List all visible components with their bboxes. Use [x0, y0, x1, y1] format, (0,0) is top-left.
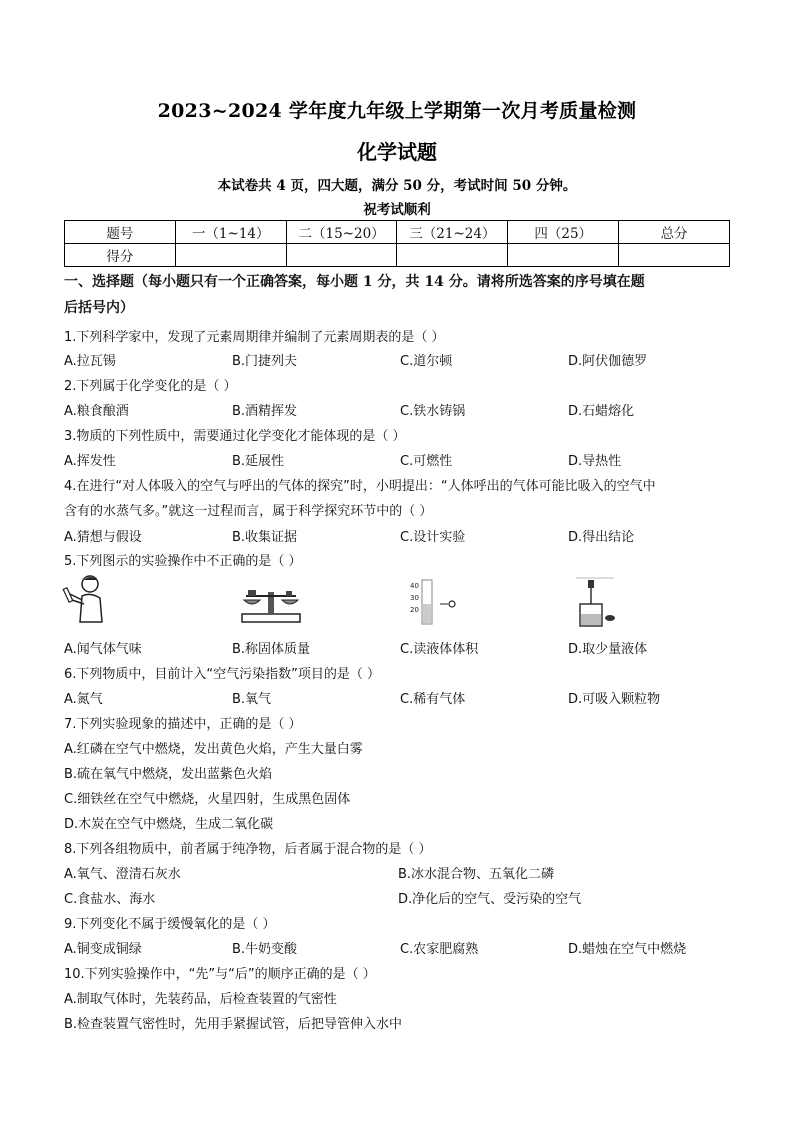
option-a[interactable]: A.粮食酿酒 — [64, 404, 129, 419]
option-c[interactable]: C.可燃性 — [400, 454, 453, 469]
score-header-cell: 一（1~14） — [175, 221, 286, 244]
option-b[interactable]: B.牛奶变酸 — [232, 942, 298, 957]
section1-heading-cont: 后括号内） — [64, 300, 134, 316]
figure-balance — [238, 582, 304, 624]
option-b[interactable]: B.延展性 — [232, 454, 285, 469]
score-table — [64, 220, 730, 267]
question-2-stem: 2.下列属于化学变化的是（ ） — [64, 379, 237, 394]
question-8-stem: 8.下列各组物质中，前者属于纯净物，后者属于混合物的是（ ） — [64, 842, 432, 857]
score-header-cell: 题号 — [65, 221, 176, 244]
question-7-stem: 7.下列实验现象的描述中，正确的是（ ） — [64, 717, 302, 732]
option-b[interactable]: B.酒精挥发 — [232, 404, 298, 419]
option-b[interactable]: B.冰水混合物、五氧化二磷 — [398, 867, 555, 882]
option-c[interactable]: C.设计实验 — [400, 530, 466, 545]
option-a[interactable]: A.挥发性 — [64, 454, 116, 469]
question-2-options — [64, 400, 734, 418]
option-d[interactable]: D.取少量液体 — [568, 642, 648, 657]
option-a[interactable]: A.红磷在空气中燃烧，发出黄色火焰，产生大量白雾 — [64, 742, 363, 757]
score-header-cell: 四（25） — [508, 221, 619, 244]
option-c[interactable]: C.稀有气体 — [400, 692, 466, 707]
option-d[interactable]: D.净化后的空气、受污染的空气 — [398, 892, 582, 907]
option-c[interactable]: C.铁水铸锅 — [400, 404, 466, 419]
question-8-options-row1 — [64, 863, 734, 881]
figure-smell-gas — [62, 574, 110, 626]
exam-wish: 祝考试顺利 — [363, 202, 431, 218]
section1-heading: 一、选择题（每小题只有一个正确答案，每小题 1 分，共 14 分。请将所选答案的序号填在题 — [64, 274, 645, 290]
option-a[interactable]: A.猜想与假设 — [64, 530, 142, 545]
option-c[interactable]: C.道尔顿 — [400, 354, 453, 369]
exam-info: 本试卷共 4 页，四大题，满分 50 分，考试时间 50 分钟。 — [217, 178, 577, 194]
option-b[interactable]: B.门捷列夫 — [232, 354, 298, 369]
option-b[interactable]: B.硫在氧气中燃烧，发出蓝紫色火焰 — [64, 767, 273, 782]
score-cell[interactable] — [508, 244, 619, 267]
option-a[interactable]: A.氧气、澄清石灰水 — [64, 867, 181, 882]
question-10-stem: 10.下列实验操作中，“先”与“后”的顺序正确的是（ ） — [64, 967, 376, 982]
option-a[interactable]: A.闻气体气味 — [64, 642, 142, 657]
score-table-score-row — [65, 244, 730, 267]
score-header-cell: 三（21~24） — [397, 221, 508, 244]
option-c[interactable]: C.农家肥腐熟 — [400, 942, 479, 957]
score-cell[interactable] — [286, 244, 397, 267]
option-b[interactable]: B.氧气 — [232, 692, 272, 707]
score-header-cell: 二（15~20） — [286, 221, 397, 244]
option-b[interactable]: B.称固体质量 — [232, 642, 311, 657]
question-3-options — [64, 450, 734, 468]
score-cell[interactable] — [397, 244, 508, 267]
question-9-options — [64, 938, 734, 956]
option-d[interactable]: D.导热性 — [568, 454, 622, 469]
score-cell[interactable] — [619, 244, 730, 267]
subject-title: 化学试题 — [357, 140, 437, 164]
question-4-options — [64, 526, 734, 544]
figure-cylinder — [408, 578, 460, 628]
option-b[interactable]: B.收集证据 — [232, 530, 298, 545]
exam-title: 2023~2024 学年度九年级上学期第一次月考质量检测 — [157, 100, 637, 122]
score-header-cell: 总分 — [619, 221, 730, 244]
figure-dropper — [572, 574, 618, 630]
question-8-options-row2 — [64, 888, 734, 906]
cylinder-mark: 40 — [410, 582, 419, 590]
option-a[interactable]: A.铜变成铜绿 — [64, 942, 142, 957]
question-6-options — [64, 688, 734, 706]
cylinder-mark: 30 — [410, 594, 419, 602]
option-d[interactable]: D.蜡烛在空气中燃烧 — [568, 942, 687, 957]
question-5-options — [64, 638, 734, 656]
score-table-header-row — [65, 221, 730, 244]
option-c[interactable]: C.读液体体积 — [400, 642, 479, 657]
option-a[interactable]: A.氮气 — [64, 692, 103, 707]
option-d[interactable]: D.可吸入颗粒物 — [568, 692, 661, 707]
question-9-stem: 9.下列变化不属于缓慢氧化的是（ ） — [64, 917, 276, 932]
cylinder-mark: 20 — [410, 606, 419, 614]
option-a[interactable]: A.拉瓦锡 — [64, 354, 116, 369]
option-d[interactable]: D.得出结论 — [568, 530, 635, 545]
option-d[interactable]: D.木炭在空气中燃烧，生成二氧化碳 — [64, 817, 274, 832]
question-5-stem: 5.下列图示的实验操作中不正确的是（ ） — [64, 554, 302, 569]
question-1-options — [64, 350, 734, 368]
option-d[interactable]: D.阿伏伽德罗 — [568, 354, 648, 369]
option-c[interactable]: C.细铁丝在空气中燃烧，火星四射，生成黑色固体 — [64, 792, 351, 807]
option-a[interactable]: A.制取气体时，先装药品，后检查装置的气密性 — [64, 992, 337, 1007]
option-d[interactable]: D.石蜡熔化 — [568, 404, 635, 419]
question-6-stem: 6.下列物质中，目前计入“空气污染指数”项目的是（ ） — [64, 667, 381, 682]
question-4-stem-cont: 含有的水蒸气多。”就这一过程而言，属于科学探究环节中的（ ） — [64, 504, 433, 519]
option-b[interactable]: B.检查装置气密性时，先用手紧握试管，后把导管伸入水中 — [64, 1017, 403, 1032]
score-row-label: 得分 — [65, 244, 176, 267]
option-c[interactable]: C.食盐水、海水 — [64, 892, 156, 907]
score-cell[interactable] — [175, 244, 286, 267]
question-3-stem: 3.物质的下列性质中，需要通过化学变化才能体现的是（ ） — [64, 429, 406, 444]
question-1-stem: 1.下列科学家中，发现了元素周期律并编制了元素周期表的是（ ） — [64, 330, 445, 345]
question-4-stem: 4.在进行“对人体吸入的空气与呼出的气体的探究”时，小明提出：“人体呼出的气体可能比吸入的空气中 — [64, 479, 656, 494]
